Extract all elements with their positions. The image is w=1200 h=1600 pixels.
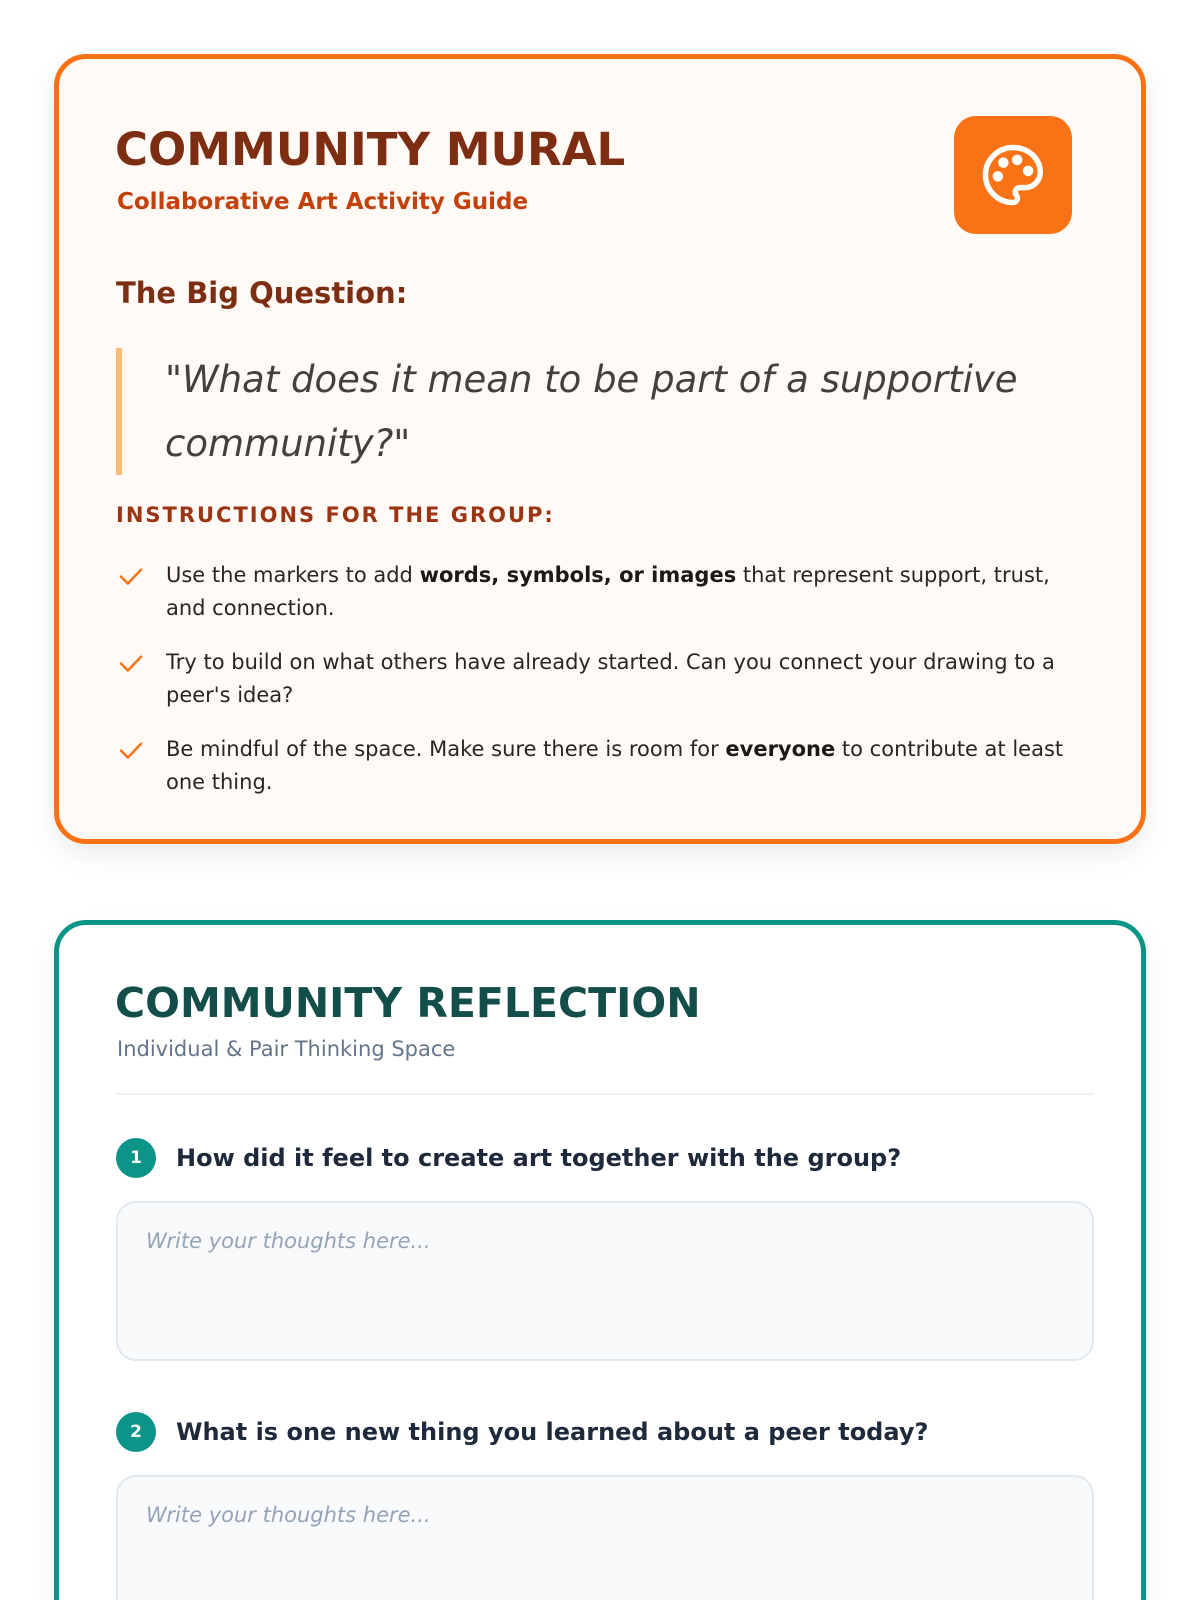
- reflection-card: [54, 920, 1146, 1600]
- divider: [116, 1093, 1094, 1095]
- question-text: What is one new thing you learned about a peer today?: [176, 1418, 929, 1446]
- palette-icon: [954, 116, 1072, 234]
- mural-subtitle: Collaborative Art Activity Guide: [117, 189, 529, 215]
- instruction-text: Try to build on what others have already started. Can you connect your drawing to a peer's idea?: [166, 650, 1055, 707]
- big-question-label: The Big Question:: [116, 276, 408, 310]
- reflection-subtitle: Individual & Pair Thinking Space: [117, 1037, 456, 1061]
- answer-field[interactable]: [116, 1201, 1094, 1361]
- mural-card: [54, 54, 1146, 844]
- check-icon: [116, 648, 146, 678]
- check-icon: [116, 561, 146, 591]
- instruction-text: Be mindful of the space. Make sure there is room for everyone to contribute at least one thing.: [166, 737, 1064, 794]
- instructions-heading: INSTRUCTIONS FOR THE GROUP:: [116, 503, 555, 527]
- reflection-title: COMMUNITY REFLECTION: [115, 979, 701, 1027]
- question-number-badge: 1: [116, 1138, 156, 1178]
- question-number-badge: 2: [116, 1412, 156, 1452]
- instruction-text: Use the markers to add words, symbols, or images that represent support, trust, and connection.: [166, 563, 1050, 620]
- question-text: How did it feel to create art together with the group?: [176, 1144, 902, 1172]
- check-icon: [116, 735, 146, 765]
- answer-field[interactable]: [116, 1475, 1094, 1600]
- mural-title: COMMUNITY MURAL: [115, 123, 626, 176]
- big-question-quote: "What does it mean to be part of a supportive community?": [165, 358, 1018, 465]
- quote-accent-bar: [116, 348, 122, 475]
